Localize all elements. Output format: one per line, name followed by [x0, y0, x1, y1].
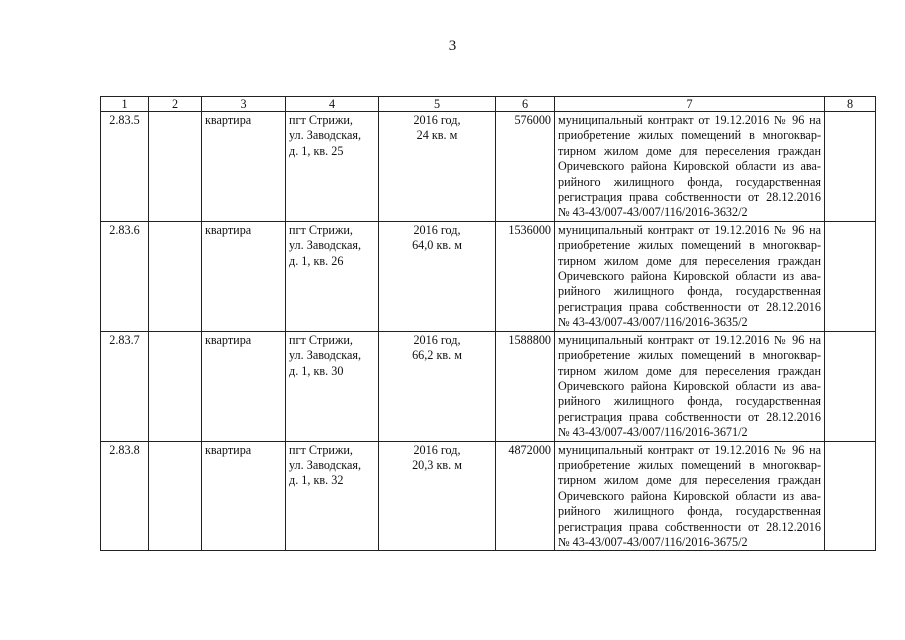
basis-line: регистрация права собственности от 28.12.2016: [558, 409, 821, 424]
ownership-basis: [555, 441, 825, 551]
empty-cell: [149, 112, 202, 222]
basis-line: муниципальный контракт от 19.12.2016 № 96 на: [558, 442, 821, 457]
property-cost: 576000: [496, 112, 555, 222]
header-cell: 7: [555, 97, 825, 112]
area-line: 64,0 кв. м: [412, 238, 462, 253]
address-line: ул. Заводская,: [289, 348, 362, 363]
empty-cell: [825, 441, 876, 551]
year-line: 2016 год,: [413, 222, 461, 237]
empty-cell: [825, 112, 876, 222]
area-line: 20,3 кв. м: [412, 457, 462, 472]
table-row: [101, 112, 876, 222]
item-number: 2.83.6: [101, 221, 149, 331]
item-number: 2.83.7: [101, 331, 149, 441]
empty-cell: [149, 331, 202, 441]
basis-line: муниципальный контракт от 19.12.2016 № 96 на: [558, 113, 821, 127]
address-line: ул. Заводская,: [289, 128, 362, 143]
basis-line: рийного жилищного фонда, государственная: [558, 504, 821, 519]
header-cell: 3: [202, 97, 286, 112]
address-line: пгт Стрижи,: [289, 113, 353, 127]
table-row: [101, 221, 876, 331]
basis-line: № 43-43/007-43/007/116/2016-3675/2: [558, 534, 748, 549]
property-type: квартира: [202, 112, 286, 222]
basis-line: муниципальный контракт от 19.12.2016 № 96 на: [558, 222, 821, 237]
area-line: 24 кв. м: [416, 128, 458, 143]
basis-line: тирном жилом доме для переселения граждан: [558, 253, 821, 268]
basis-line: регистрация права собственности от 28.12.2016: [558, 519, 821, 534]
property-table: [100, 96, 876, 551]
property-address: [286, 221, 379, 331]
empty-cell: [149, 441, 202, 551]
address-line: д. 1, кв. 30: [289, 363, 344, 378]
header-cell: 4: [286, 97, 379, 112]
basis-line: тирном жилом доме для переселения граждан: [558, 363, 821, 378]
address-line: ул. Заводская,: [289, 238, 362, 253]
address-line: пгт Стрижи,: [289, 332, 353, 347]
year-line: 2016 год,: [413, 332, 461, 347]
area-line: 66,2 кв. м: [412, 348, 462, 363]
basis-line: регистрация права собственности от 28.12.2016: [558, 190, 821, 205]
empty-cell: [825, 331, 876, 441]
basis-line: рийного жилищного фонда, государственная: [558, 174, 821, 189]
basis-line: № 43-43/007-43/007/116/2016-3635/2: [558, 315, 748, 330]
property-type: квартира: [202, 441, 286, 551]
address-line: д. 1, кв. 32: [289, 473, 344, 488]
property-address: [286, 441, 379, 551]
address-line: д. 1, кв. 26: [289, 253, 344, 268]
property-address: [286, 112, 379, 222]
table-row: [101, 331, 876, 441]
property-type: квартира: [202, 221, 286, 331]
basis-line: приобретение жилых помещений в многоквар-: [558, 348, 821, 363]
empty-cell: [825, 221, 876, 331]
basis-line: Оричевского района Кировской области из ава-: [558, 159, 821, 174]
basis-line: регистрация права собственности от 28.12.2016: [558, 299, 821, 314]
basis-line: Оричевского района Кировской области из ава-: [558, 269, 821, 284]
basis-line: приобретение жилых помещений в многоквар-: [558, 128, 821, 143]
property-type: квартира: [202, 331, 286, 441]
basis-line: приобретение жилых помещений в многоквар-: [558, 238, 821, 253]
year-line: 2016 год,: [413, 113, 461, 127]
basis-line: муниципальный контракт от 19.12.2016 № 96 на: [558, 332, 821, 347]
header-cell: 1: [101, 97, 149, 112]
basis-line: Оричевского района Кировской области из ава-: [558, 378, 821, 393]
basis-line: № 43-43/007-43/007/116/2016-3671/2: [558, 425, 748, 440]
address-line: пгт Стрижи,: [289, 222, 353, 237]
year-area: [379, 112, 496, 222]
property-cost: 1536000: [496, 221, 555, 331]
item-number: 2.83.5: [101, 112, 149, 222]
page-number: 3: [448, 38, 457, 54]
property-cost: 4872000: [496, 441, 555, 551]
property-address: [286, 331, 379, 441]
header-cell: 5: [379, 97, 496, 112]
basis-line: тирном жилом доме для переселения граждан: [558, 473, 821, 488]
address-line: пгт Стрижи,: [289, 442, 353, 457]
basis-line: тирном жилом доме для переселения граждан: [558, 143, 821, 158]
ownership-basis: [555, 112, 825, 222]
header-cell: 2: [149, 97, 202, 112]
year-line: 2016 год,: [413, 442, 461, 457]
year-area: [379, 441, 496, 551]
address-line: д. 1, кв. 25: [289, 143, 344, 158]
header-row: [101, 97, 876, 112]
header-cell: 8: [825, 97, 876, 112]
ownership-basis: [555, 331, 825, 441]
ownership-basis: [555, 221, 825, 331]
basis-line: рийного жилищного фонда, государственная: [558, 394, 821, 409]
table-row: [101, 441, 876, 551]
year-area: [379, 221, 496, 331]
basis-line: приобретение жилых помещений в многоквар-: [558, 457, 821, 472]
item-number: 2.83.8: [101, 441, 149, 551]
basis-line: № 43-43/007-43/007/116/2016-3632/2: [558, 205, 748, 220]
address-line: ул. Заводская,: [289, 457, 362, 472]
property-cost: 1588800: [496, 331, 555, 441]
year-area: [379, 331, 496, 441]
basis-line: рийного жилищного фонда, государственная: [558, 284, 821, 299]
basis-line: Оричевского района Кировской области из ава-: [558, 488, 821, 503]
empty-cell: [149, 221, 202, 331]
header-cell: 6: [496, 97, 555, 112]
